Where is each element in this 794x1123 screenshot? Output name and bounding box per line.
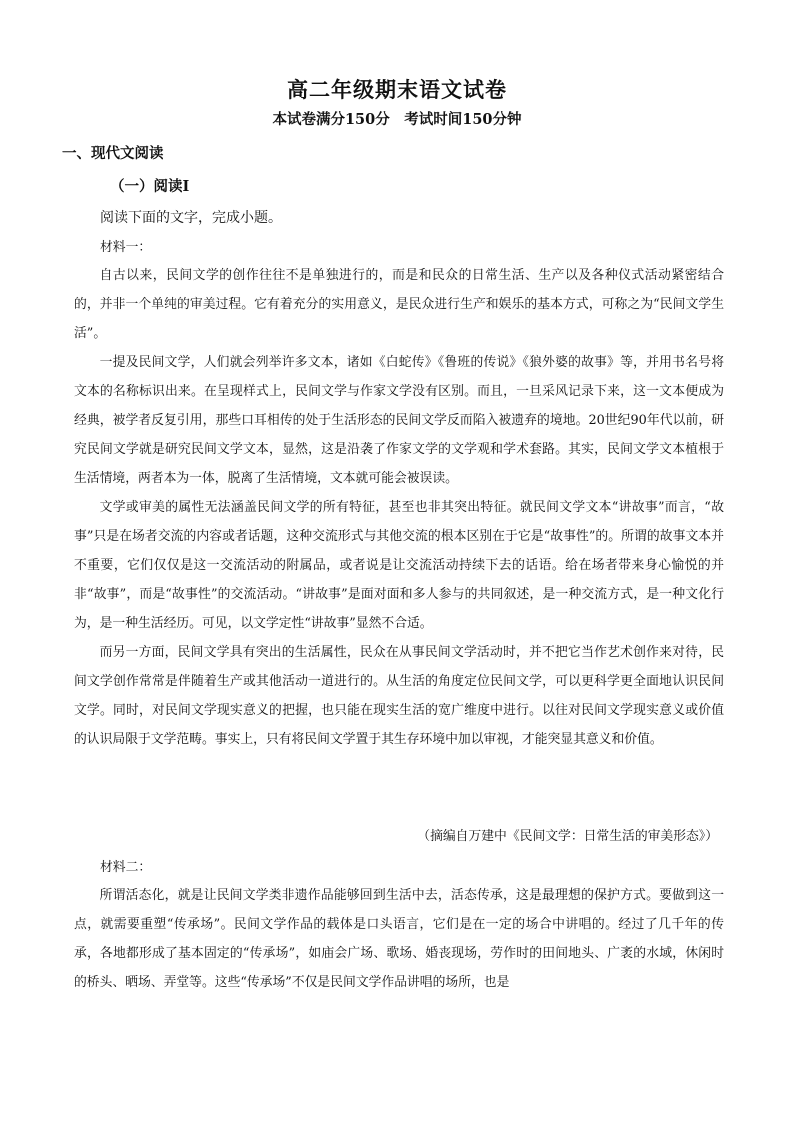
exam-title: 高二年级期末语文试卷 [287, 77, 507, 102]
material2-label: 材料二： [100, 860, 152, 875]
material1-label: 材料一： [100, 240, 152, 255]
exam-subtitle: 本试卷满分150分 考试时间150分钟 [272, 111, 522, 128]
paragraph: 而另一方面，民间文学具有突出的生活属性，民众在从事民间文学活动时，并不把它当作艺术创作来对待，民间文学创作常常是伴随着生产或其他活动一道进行的。从生活的角度定位民间文学，可以更科学更全面地认识民间文学。同时，对民间文学现实意义的把握，也只能在现实生活的宽广维度中进行。以往对民间文学现实意义或价值的认识局限于文学范畴。事实上，只有将民间文学置于其生存环境中加以审视，才能突显其意义和价值。 [74, 645, 724, 747]
section-heading: 一、现代文阅读 [62, 145, 164, 162]
paragraph: 一提及民间文学，人们就会列举许多文本，诸如《白蛇传》《鲁班的传说》《狼外婆的故事》等，并用书名号将文本的名称标识出来。在呈现样式上，民间文学与作家文学没有区别。而且，一旦采风记录下来，这一文本便成为经典，被学者反复引用，那些口耳相传的处于生活形态的民间文学反而陷入被遗弃的境地。20世纪90年代以前，研究民间文学就是研究民间文学文本，显然，这是沿袭了作家文学的文学观和学术套路。其实，民间文学文本植根于生活情境，两者本为一体，脱离了生活情境，文本就可能会被误读。 [74, 355, 724, 486]
paragraph: 自古以来，民间文学的创作往往不是单独进行的，而是和民众的日常生活、生产以及各种仪式活动紧密结合的，并非一个单纯的审美过程。它有着充分的实用意义，是民众进行生产和娱乐的基本方式，可称之为“民间文学生活”。 [74, 268, 724, 341]
material1-source: （摘编自万建中《民间文学：日常生活的审美形态》） [417, 829, 718, 844]
material1-body [74, 261, 724, 754]
subsection-heading: （一）阅读Ⅰ [110, 178, 190, 195]
paragraph: 文学或审美的属性无法涵盖民间文学的所有特征，甚至也非其突出特征。就民间文学文本“讲故事”而言，“故事”只是在场者交流的内容或者话题，这种交流形式与其他交流的根本区别在于它是“故事性”的。所谓的故事文本并不重要，它们仅仅是这一交流活动的附属品，或者说是让交流活动持续下去的话语。给在场者带来身心愉悦的并非“故事”，而是“故事性”的交流活动。“讲故事”是面对面和多人参与的共同叙述，是一种交流方式，是一种文化行为，是一种生活经历。可见，以文学定性“讲故事”显然不合适。 [74, 500, 724, 631]
reading-instruction: 阅读下面的文字，完成小题。 [100, 210, 282, 226]
material2-body [74, 881, 724, 997]
paragraph: 所谓活态化，就是让民间文学类非遗作品能够回到生活中去，活态传承，这是最理想的保护方式。要做到这一点，就需要重塑“传承场”。民间文学作品的载体是口头语言，它们是在一定的场合中讲唱的。经过了几千年的传承，各地都形成了基本固定的“传承场”，如庙会广场、歌场、婚丧现场，劳作时的田间地头、广袤的水域，休闲时的桥头、晒场、弄堂等。这些“传承场”不仅是民间文学作品讲唱的场所，也是 [74, 888, 724, 990]
